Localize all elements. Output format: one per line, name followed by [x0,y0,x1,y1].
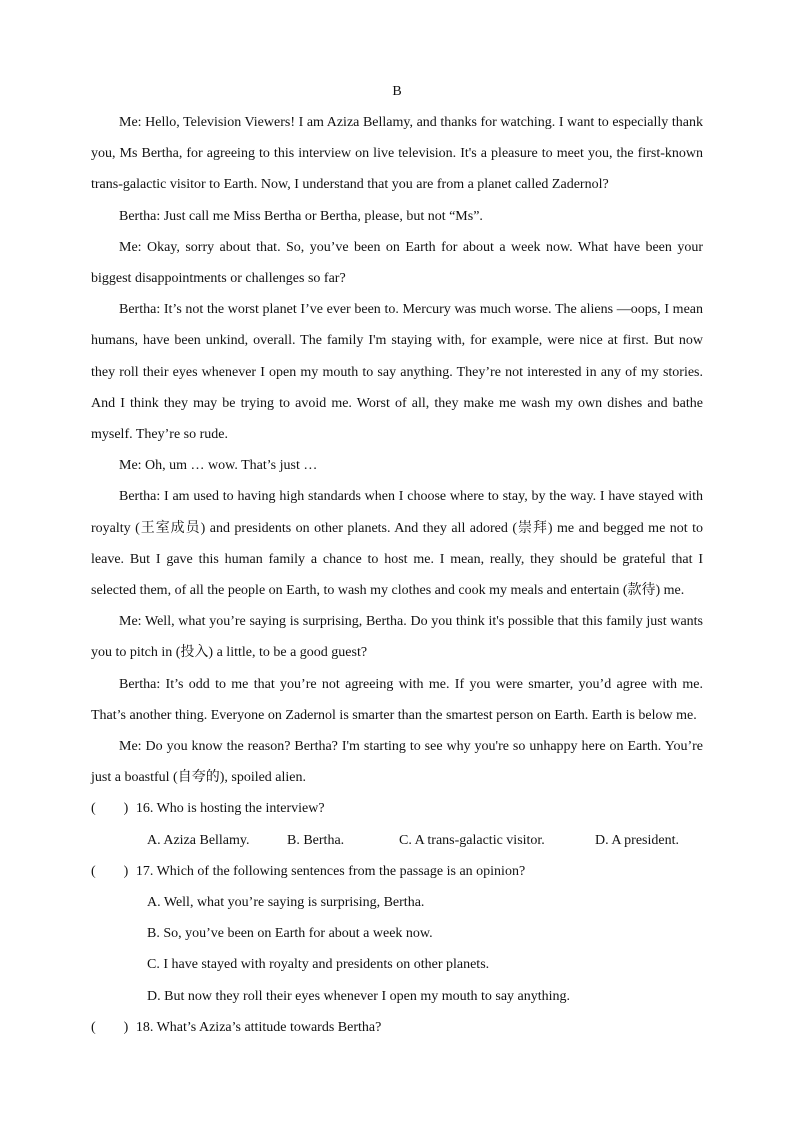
option-a[interactable]: A. Well, what you’re saying is surprising, Bertha. [147,895,425,911]
option-a[interactable]: A. Aziza Bellamy. [147,832,250,848]
option-d[interactable]: D. A president. [595,832,679,848]
question-16 [91,793,703,855]
question-text: 18. What’s Aziza’s attitude towards Bertha? [135,1019,382,1035]
passage-paragraph: Me: Well, what you’re saying is surprising, Bertha. Do you think it's possible that this family just wants you to pitch in (投入) a little, to be a good guest? [91,614,703,661]
answer-bracket-close: ) [123,1019,129,1035]
passage-paragraph: Bertha: It’s not the worst planet I’ve ever been to. Mercury was much worse. The aliens —oops, I mean humans, have been unkind, overall. The family I'm staying with, for example, were nice at first. But now they roll their eyes whenever I open my mouth to say anything. They’re not interested in any of my stories. And I think they may be trying to avoid me. Worst of all, they make me wash my own dishes and bathe myself. They’re so rude. [91,302,703,443]
question-17 [91,856,703,1012]
question-text: 17. Which of the following sentences from the passage is an opinion? [135,863,526,879]
option-d[interactable]: D. But now they roll their eyes whenever I open my mouth to say anything. [147,988,571,1004]
passage [91,107,703,793]
question-18 [91,1012,703,1043]
answer-bracket-close: ) [123,801,129,817]
passage-paragraph: Me: Oh, um … wow. That’s just … [119,458,318,474]
answer-bracket-close: ) [123,863,129,879]
passage-paragraph: Bertha: I am used to having high standards when I choose where to stay, by the way. I have stayed with royalty (王室成员) and presidents on other planets. And they all adored (崇拜) me and begged me not to leave. But I gave this human family a chance to host me. I mean, really, they should be grateful that I selected them, of all the people on Earth, to wash my clothes and cook my meals and entertain (款待) me. [91,489,703,599]
option-c[interactable]: C. A trans-galactic visitor. [399,832,545,848]
passage-paragraph: Bertha: It’s odd to me that you’re not agreeing with me. If you were smarter, you’d agree with me. That’s another thing. Everyone on Zadernol is smarter than the smartest person on Earth. Earth is below me. [91,676,703,723]
section-label: B [392,84,402,99]
answer-bracket-open: ( [91,1019,96,1035]
worksheet-page [91,76,703,1043]
answer-bracket-open: ( [91,801,96,817]
passage-paragraph: Bertha: Just call me Miss Bertha or Bertha, please, but not “Ms”. [119,208,483,224]
option-b[interactable]: B. Bertha. [287,832,345,848]
passage-paragraph: Me: Hello, Television Viewers! I am Aziza Bellamy, and thanks for watching. I want to especially thank you, Ms Bertha, for agreeing to this interview on live television. It's a pleasure to meet you, the first-known trans-galactic visitor to Earth. Now, I understand that you are from a planet called Zadernol? [91,115,703,193]
answer-bracket-open: ( [91,863,96,879]
option-c[interactable]: C. I have stayed with royalty and presidents on other planets. [147,957,490,973]
question-text: 16. Who is hosting the interview? [135,801,325,817]
passage-paragraph: Me: Okay, sorry about that. So, you’ve been on Earth for about a week now. What have been your biggest disappointments or challenges so far? [91,239,703,287]
options [91,825,703,856]
option-b[interactable]: B. So, you’ve been on Earth for about a week now. [147,926,433,942]
passage-paragraph: Me: Do you know the reason? Bertha? I'm starting to see why you're so unhappy here on Earth. You’re just a boastful (自夸的), spoiled alien. [91,739,703,786]
